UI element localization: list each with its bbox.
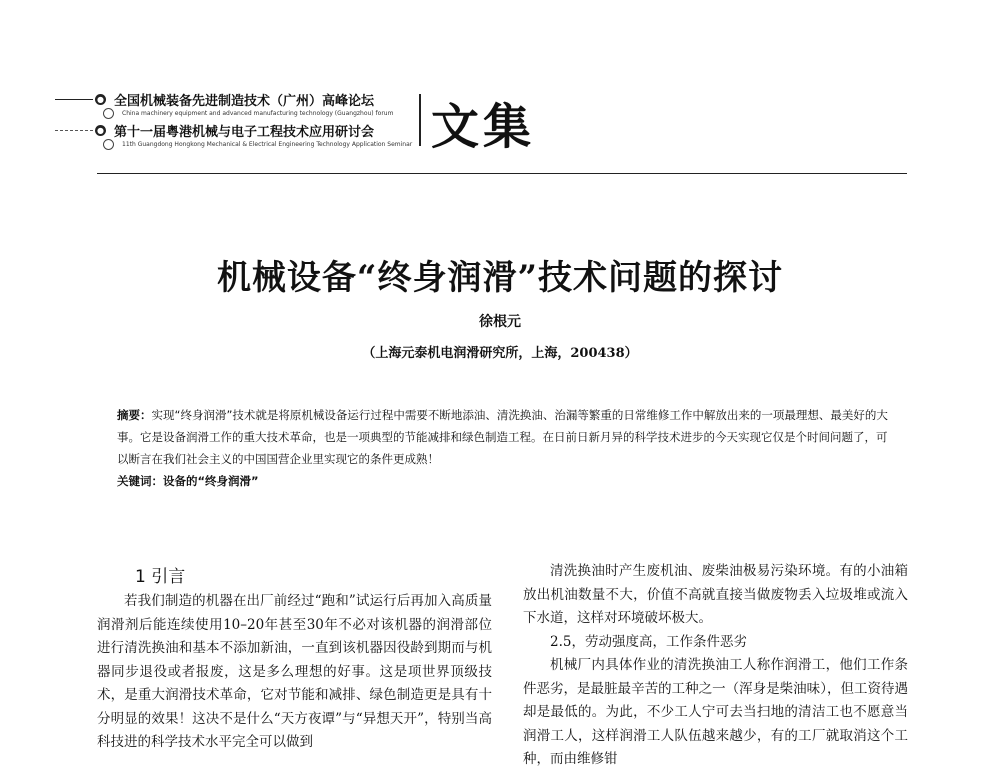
left-column (97, 566, 492, 755)
header-row-2-en (103, 139, 412, 150)
header-separator (419, 94, 421, 146)
affiliation: （上海元泰机电润滑研究所，上海，200438） (362, 346, 638, 361)
keywords-label: 关键词： (117, 474, 163, 488)
intro-paragraph: 若我们制造的机器在出厂前经过“跑和”试运行后再加入高质量润滑剂后能连续使用10–20年甚至30年不必对该机器的润滑部位进行清洗换油和基本不添加新油，一直到该机器因役龄到期而与机器同步退役或者报废，这是多么理想的好事。这是项世界顶级技术，是重大润滑技术革命，它对节能和减排、绿色制造更是具有十分明显的效果！这决不是什么“天方夜谭”与“异想天开”，特别当高科技进的科学技术水平完全可以做到 (97, 593, 492, 750)
right-column (523, 560, 908, 772)
seminar-title: 第十一届粤港机械与电子工程技术应用研讨会 (114, 125, 375, 140)
bullet-icon: ● (95, 125, 106, 136)
paper-title: 机械设备“终身润滑”技术问题的探讨 (216, 258, 784, 298)
body-paragraph: 清洗换油时产生废机油、废柴油极易污染环境。有的小油箱放出机油数量不大，价值不高就直接当做废物丢入垃圾堆或流入下水道，这样对环境破坏极大。 (523, 563, 908, 626)
seminar-title-en: 11th Guangdong Hongkong Mechanical & Electrical Engineering Technology Application Seminar (122, 141, 413, 148)
bullet-icon (103, 139, 114, 150)
forum-title-en: China machinery equipment and advanced manufacturing technology (Guangzhou) forum (122, 110, 394, 117)
forum-title: 全国机械装备先进制造技术（广州）高峰论坛 (114, 94, 375, 109)
collection-label: 文集 (431, 99, 536, 155)
bullet-icon (103, 108, 114, 119)
bullet-icon: ● (95, 94, 106, 105)
abstract-paragraph (117, 404, 897, 470)
subsection-heading: 2.5，劳动强度高，工作条件恶劣 (550, 633, 747, 650)
abstract-text: 实现“终身润滑”技术就是将原机械设备运行过程中需要不断地添油、清洗换油、治漏等繁重的日常维修工作中解放出来的一项最理想、最美好的大事。它是设备润滑工作的重大技术革命，也是一项典型的节能减排和绿色制造工程。在日前日新月异的科学技术进步的今天实现它仅是个时间问题了，可以断言在我们社会主义的中国国营企业里实现它的条件更成熟！ (117, 408, 888, 466)
header-row-1 (55, 90, 374, 109)
section-heading: 1 引言 (135, 567, 186, 587)
header-row-1-en (103, 108, 393, 119)
header-row-2 (55, 121, 374, 140)
keywords-text: 设备的“终身润滑” (163, 474, 259, 488)
header-rule (55, 130, 93, 131)
abstract-label: 摘要： (117, 408, 152, 422)
keywords (117, 470, 897, 492)
body-paragraph: 机械厂内具体作业的清洗换油工人称作润滑工，他们工作条件恶劣，是最脏最辛苦的工种之一（浑身是柴油味），但工资待遇却是最低的。为此，不少工人宁可去当扫地的清洁工也不愿意当润滑工人，这样润滑工人队伍越来越少，有的工厂就取消这个工种，而由维修钳 (523, 657, 908, 767)
author: 徐根元 (479, 314, 521, 330)
header-divider (97, 173, 907, 174)
header-rule (55, 99, 93, 100)
conference-header (55, 88, 915, 158)
abstract (117, 404, 897, 492)
